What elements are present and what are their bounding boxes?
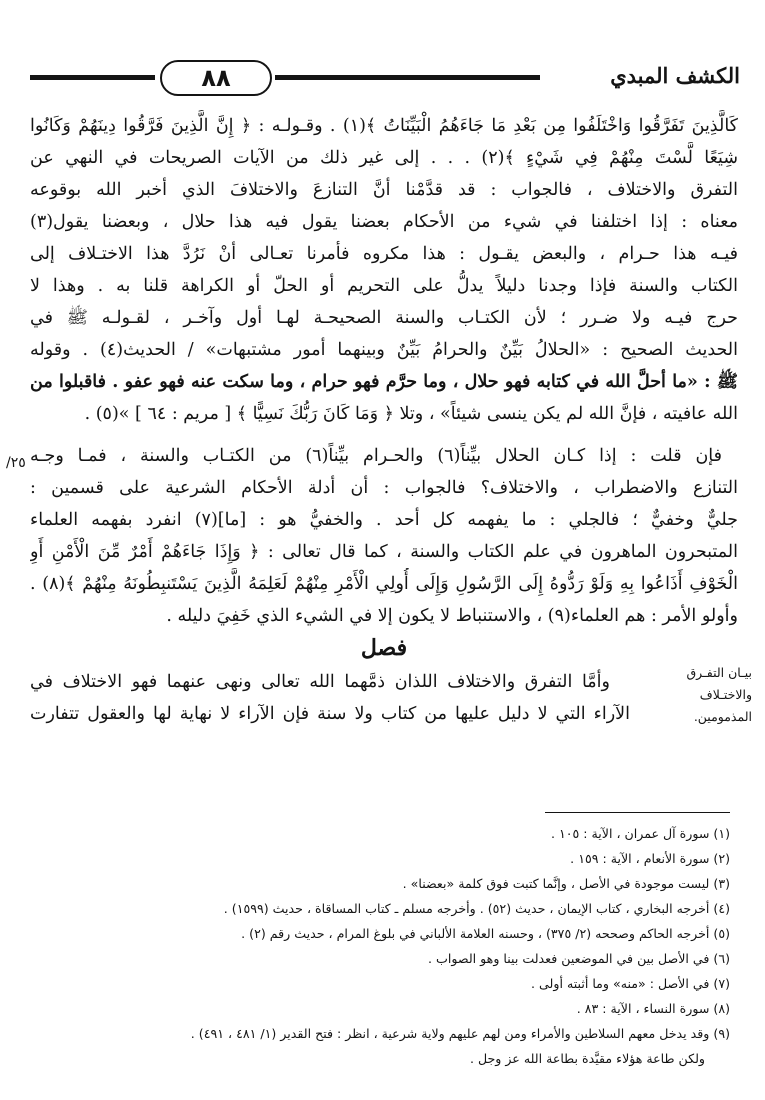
body-line: التفرق والاختلاف ، فالجواب : قد قدَّمْنا أنَّ التنازعَ والاختلافَ الذي أخبر الله بوقوعه [30,180,738,200]
footnote: (٢) سورة الأنعام ، الآية : ١٥٩ . [570,851,730,866]
body-line: الْخَوْفِ أَذَاعُوا بِهِ وَلَوْ رَدُّوهُ إِلَى الرَّسُولِ وَإِلَى أُولِي الْأَمْرِ مِنْهُمْ لَعَلِمَهُ الَّذِينَ يَسْتَنبِطُونَهُ مِنْهُمْ ﴾(٨) . [30,574,738,594]
footnote-continuation: ولكن طاعة هؤلاء مقيَّدة بطاعة الله عز وجل . [469,1051,705,1066]
footnote: (٥) أخرجه الحاكم وصححه (٢/ ٣٧٥) ، وحسنه العلامة الألباني في بلوغ المرام ، حديث رقم (٢) . [241,926,730,941]
footnote: (٩) وقد يدخل معهم السلاطين والأمراء ومن لهم عليهم ولاية شرعية ، انظر : فتح القدير (١/ ٤٨١ ، ٤٩١) . [190,1026,730,1041]
header-rule-left [30,75,155,80]
margin-page-ref: /٢٥ [6,455,26,471]
body-line: شِيَعًا لَّسْتَ مِنْهُمْ فِي شَيْءٍ ﴾(٢) . . . إلى غير ذلك من الآيات الصريحات في النهي عن [30,148,738,168]
body-line: ﷺ : «ما أحلَّ الله في كتابه فهو حلال ، وما حرَّم فهو حرام ، وما سكت عنه فهو عفو . فاقبلوا من [30,372,738,392]
body-line: وأولو الأمر : هم العلماء(٩) ، والاستنباط لا يكون إلا في الشيء الذي خَفِيَ دليله . [166,606,738,626]
page-header [30,55,740,99]
body-line: فيـه هذا حـرام ، والبعض يقـول : هذا مكروه فأمرنا تعـالى أنْ نَرُدَّ هذا الاختـلاف إلى [30,244,738,264]
footnote: (٨) سورة النساء ، الآية : ٨٣ . [576,1001,730,1016]
footnote: (٣) ليست موجودة في الأصل ، وإنَّما كتبت فوق كلمة «بعضنا» . [402,876,730,891]
footnote: (٤) أخرجه البخاري ، كتاب الإيمان ، حديث (٥٢) . وأخرجه مسلم ـ كتاب المساقاة ، حديث (١٥٩٩) . [223,901,730,916]
body-line: فإن قلت : إذا كـان الحلال بيِّناً(٦) والحـرام بيِّناً(٦) من الكتـاب والسنة ، فمـا وجـه [30,446,722,466]
body-line: جليٌّ وخفيٌّ ؛ فالجلي : ما يفهمه كل أحد . والخفيُّ هو : [ما](٧) انفرد بفهمه العلماء [30,510,738,530]
body-line: المتبحرون الماهرون في علم الكتاب والسنة ، كما قال تعالى : ﴿ وَإِذَا جَاءَهُمْ أَمْرٌ مِّنَ الْأَمْنِ أَوِ [30,542,738,562]
body-line: الآراء التي لا دليل عليها من كتاب ولا سنة فإن الآراء لا نهاية لها والعقول تتفارت [30,704,630,724]
footnote-divider [545,812,730,813]
body-line: الكتاب والسنة فإذا وجدنا دليلاً يدلُّ على التحريم أو الحلّ أو الكراهة قلنا به . وهذا لا [30,276,738,296]
footnote: (٦) في الأصل بين في الموضعين فعدلت بينا وهو الصواب . [428,951,730,966]
body-line: الحديث الصحيح : «الحلالُ بَيِّنٌ والحرامُ بَيِّنٌ وبينهما أمور مشتبهات» / الحديث(٤) . وقوله [30,340,738,360]
margin-side-note [640,662,752,728]
margin-side-note-line: بيـان التفـرق [686,665,752,680]
body-line: معناه : إذا اختلفنا في شيء من الأحكام بعضنا يقول فيه هذا حلال ، وبعضنا يقول(٣) [30,212,738,232]
body-line: الله عافيته ، فإنَّ الله لم يكن ينسى شيئاً» ، وتلا ﴿ وَمَا كَانَ رَبُّكَ نَسِيًّا ﴾ [ مريم : ٦٤ ] »(٥) . [84,404,738,424]
book-title: الكشف المبدي [610,63,740,88]
margin-side-note-line: والاختـلاف [699,687,752,702]
body-line: التنازع والاضطراب ، والاختلاف؟ فالجواب : أن أدلة الأحكام الشرعية على قسمين : [30,478,738,498]
footnote: (١) سورة آل عمران ، الآية : ١٠٥ . [550,826,730,841]
page-number: ٨٨ [160,60,272,96]
body-line: حرج فيـه ولا ضـرر ؛ لأن الكتـاب والسنة الصحيحـة لهـا أول وآخـر ، لقـولـه ﷺ في [30,308,738,328]
margin-side-note-line: المذمومين. [693,709,752,724]
body-line: وأمَّا التفرق والاختلاف اللذان ذمَّهما الله تعالى ونهى عنهما فهو الاختلاف في [30,672,610,692]
footnote: (٧) في الأصل : «منه» وما أثبته أولى . [531,976,730,991]
section-heading: فصل [360,635,408,661]
body-line: كَالَّذِينَ تَفَرَّقُوا وَاخْتَلَفُوا مِن بَعْدِ مَا جَاءَهُمُ الْبَيِّنَاتُ ﴾(١) . وقـولـه : ﴿ إِنَّ الَّذِينَ فَرَّقُوا دِينَهُمْ وَكَانُوا [30,116,738,136]
header-rule-right [275,75,540,80]
